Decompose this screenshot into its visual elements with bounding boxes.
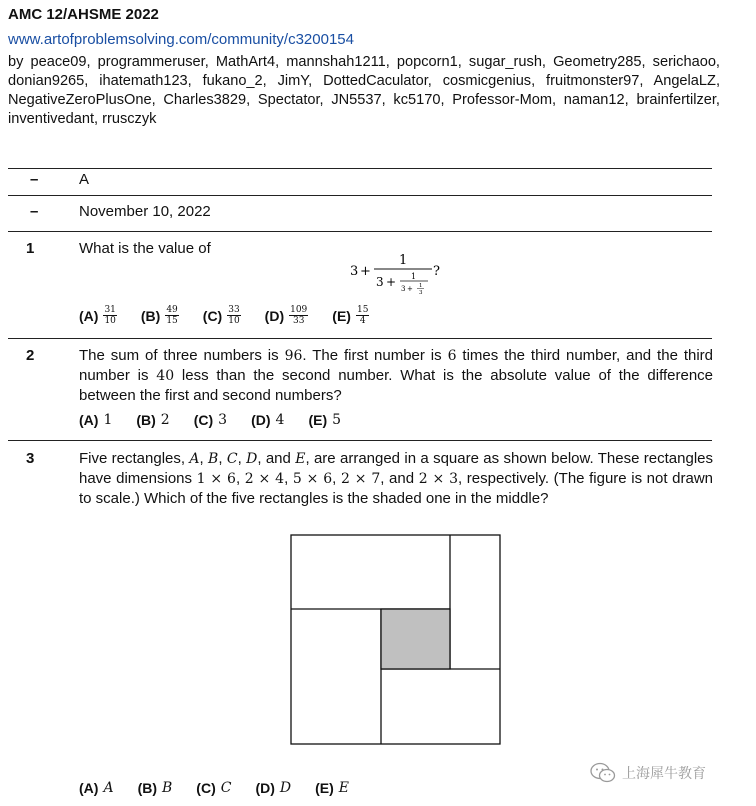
choice-fraction: $\frac{15}{4}$ [356, 305, 369, 326]
choice-label: (C) [202, 307, 223, 324]
choice-label: (E) [332, 307, 351, 324]
author-list: by peace09, programmeruser, MathArt4, mannshah1211, popcorn1, sugar_rush, Geometry285, serichaoo, donian9265, ihatemath123, fukano_2, JimY, DottedCaculator, cosmicgenius, fruitmonster97, AngelaLZ, NegativeZeroPlusOne, Charles3829, Spectator, JN5537, kc5170, Professor-Mom, naman12, brainfertilzer, inventivedant, rrusczyk [8, 54, 720, 127]
problem-text: Five rectangles, A, B, C, D, and E, are arranged in a square as shown below. These rectangles have dimensions 1 × 6, 2 × 4, 5 × 6, 2 × 7, and 2 × 3, respectively. (The figure is not drawn to scale.) Which of the five rectangles is the shaded one in the middle? [79, 450, 714, 507]
row-marker: – [30, 171, 39, 188]
choice-d[interactable] [265, 305, 309, 326]
cf-whole: 3 [350, 264, 359, 279]
answer-choices [79, 305, 393, 326]
problem-text: What is the value of [79, 240, 211, 257]
cf-inner-num: 1 [411, 272, 417, 281]
choice-e[interactable]: (E) E [315, 780, 350, 796]
problem-number: 1 [26, 240, 35, 257]
choice-e[interactable]: (E) 5 [308, 412, 342, 428]
cf-num: 1 [399, 253, 408, 268]
contest-date: November 10, 2022 [79, 203, 211, 220]
cf-inner-whole: 3 [376, 275, 384, 289]
continued-fraction [344, 247, 454, 303]
plus-sign: + [386, 275, 397, 289]
problem-number: 3 [26, 450, 35, 467]
choice-e[interactable] [332, 305, 369, 326]
source-url[interactable]: www.artofproblemsolving.com/community/c3200154 [8, 31, 354, 48]
choice-d[interactable]: (D) 4 [251, 412, 285, 428]
answer-choices [79, 780, 373, 796]
choice-b[interactable]: (B) B [137, 780, 173, 796]
contest-label: A [79, 171, 90, 188]
cf-inner-inner-num: 1 [419, 283, 423, 289]
choice-c[interactable] [203, 305, 241, 326]
choice-b[interactable] [141, 305, 179, 326]
choice-c[interactable]: (C) C [196, 780, 232, 796]
watermark [590, 762, 706, 784]
cf-inner-inner-whole: 3 [401, 285, 406, 293]
plus-sign: + [407, 285, 413, 293]
choice-a[interactable] [79, 305, 117, 326]
plus-sign: + [360, 264, 371, 279]
wechat-icon [590, 762, 616, 784]
choice-fraction: $\frac{49}{15}$ [166, 305, 178, 326]
cf-inner-inner-den: 3 [419, 290, 423, 296]
divider [8, 195, 712, 196]
problem-text: The sum of three numbers is 96. The first number is 6 times the third number, and the third number is 40 less than the second number. What is the absolute value of the difference between the first and second numbers? [79, 347, 714, 404]
choice-fraction: $\frac{109}{33}$ [290, 305, 308, 326]
choice-b[interactable]: (B) 2 [136, 412, 170, 428]
divider [8, 440, 712, 441]
choice-c[interactable]: (C) 3 [193, 412, 228, 428]
choice-label: (A) [79, 307, 99, 324]
divider [8, 231, 712, 232]
row-marker: – [30, 203, 39, 220]
shaded-rectangle [381, 609, 450, 669]
choice-fraction: $\frac{31}{10}$ [104, 305, 116, 326]
choice-d[interactable]: (D) D [255, 780, 292, 796]
rectangles-figure [290, 534, 502, 746]
cf-suffix: ? [433, 264, 440, 279]
answer-choices [79, 412, 365, 428]
choice-label: (B) [140, 307, 161, 324]
problem-number: 2 [26, 347, 35, 364]
divider [8, 168, 712, 169]
watermark-text: 上海犀牛教育 [622, 765, 706, 781]
choice-a[interactable]: (A) 1 [79, 412, 113, 428]
divider [8, 338, 712, 339]
document-title: AMC 12/AHSME 2022 [8, 6, 159, 23]
choice-fraction: $\frac{33}{10}$ [228, 305, 240, 326]
choice-a[interactable]: (A) A [79, 780, 114, 796]
choice-label: (D) [264, 307, 285, 324]
